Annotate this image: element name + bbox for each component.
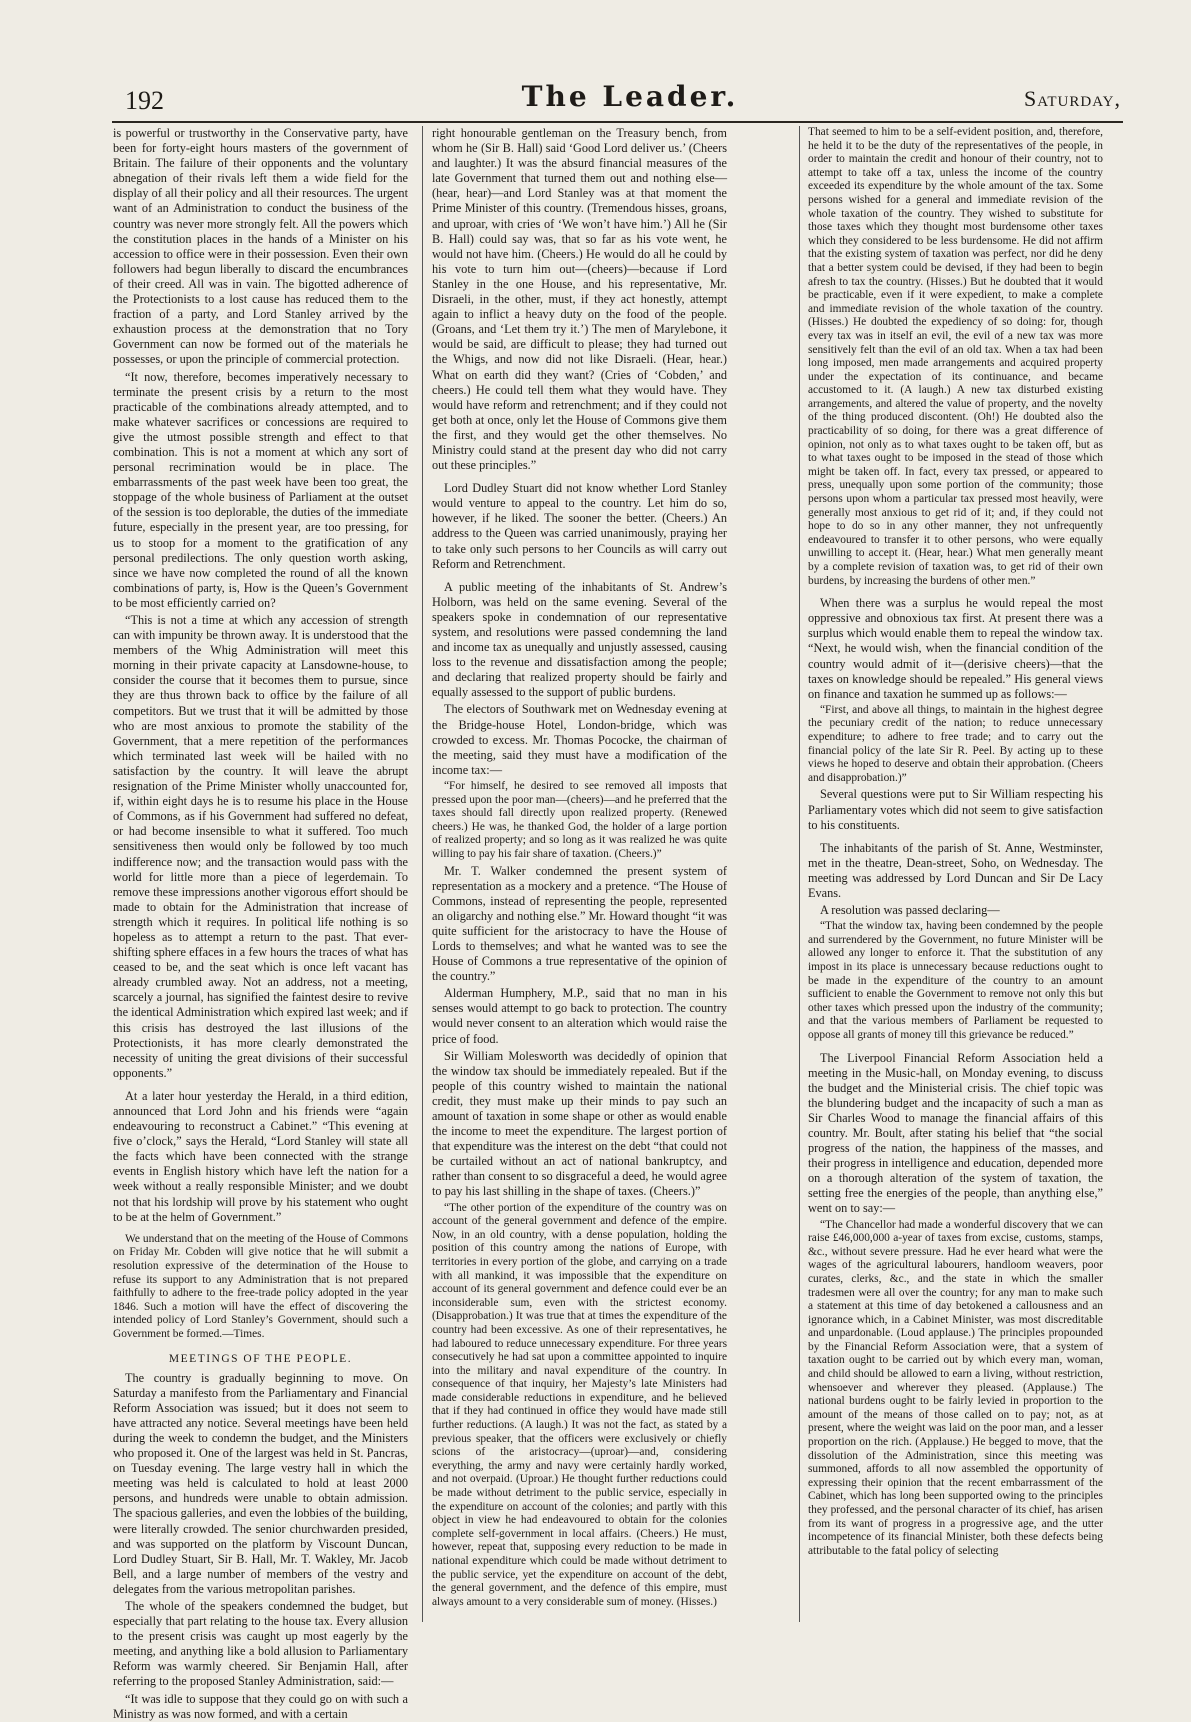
paragraph: is powerful or trustworthy in the Conservative party, have been for forty-eight hours masters of the government of Britain. The failure of their opponents and the voluntary abnegation of their rivals left them a wide field for the display of all their policy and all their resources. The urgent want of an Administration to conduct the business of the country was never more strongly felt. All the powers which the constitution places in the hands of a Minister on his accession to office were in their possession. Even their own followers had begun liberally to discard the encumbrances of their creed. All was in vain. The bigotted adherence of the Protectionists to a lost cause has reduced them to the fraction of a party, and Lord Stanley arrived by the exhaustion process at the demonstration that no Tory Government can now be formed out of the materials he possesses, or upon the principle of commercial protection.: [113, 126, 408, 367]
paragraph: Mr. T. Walker condemned the present system of representation as a mockery and a pretence. “The House of Commons, instead of representing the people, represented an oligarchy and nothing else.” Mr. Howard thought “it was quite sufficient for the aristocracy to have the House of Lords to themselves; and what he wanted was to see the House of Commons a true representative of the opinion of the country.”: [432, 863, 727, 984]
page-number: 192: [125, 86, 164, 115]
paragraph: Several questions were put to Sir William respecting his Parliamentary votes which did not seem to give satisfaction to his constituents.: [808, 787, 1103, 832]
paragraph: “This is not a time at which any accession of strength can with impunity be thrown away. It is understood that the members of the Whig Administration will meet this morning in their private capacity at Lansdowne-house, to consider the course that it becomes them to pursue, since they are thus thrown back to office by the failure of all competitors. But we trust that it will be admitted by those who are most anxious to promote the stability of the Government, that a mere repetition of the performances which terminated last week will be hailed with no satisfaction by the country. It will leave the abrupt resignation of the Prime Minister wholly unaccounted for, if, within eight days he is to resume his place in the House of Commons, as if his Government had suffered no defeat, or had become insensible to what it suffered. Too much sensitiveness then would only be followed by too much indifference now; and the transaction would pass with the world for little more than a piece of legerdemain. To remove these impressions another vigorous effort should be made to obtain for the Administration that increase of strength which it requires. In political life nothing is so hopeless as to attempt a return to the past. That ever-shifting sphere effaces in a few hours the traces of what has ceased to be, and the seat which is once left vacant has already crumbled away. Not an address, not a meeting, scarcely a journal, has signified the faintest desire to revive the identical Administration which expired last week; and if this crisis has destroyed the last illusions of the Protectionists, it has more clearly demonstrated the necessity of uniting the great divisions of their successful opponents.”: [113, 613, 408, 1080]
masthead: The Leader.: [521, 80, 739, 113]
paragraph: Alderman Humphery, M.P., said that no man in his senses would attempt to go back to protection. The country would never consent to an alteration which would raise the price of food.: [432, 986, 727, 1046]
paragraph: “For himself, he desired to see removed all imposts that pressed upon the poor man—(cheers)—and he preferred that the taxes should fall directly upon realized property. (Renewed cheers.) He was, he thanked God, the holder of a large portion of realized property; and so long as it was realized he was quite willing to pay his fair share of taxation. (Cheers.)”: [432, 779, 727, 860]
paragraph: “First, and above all things, to maintain in the highest degree the pecuniary credit of the nation; to reduce unnecessary expenditure; to adhere to free trade; and to carry out the financial policy of the late Sir R. Peel. By acting up to these views he hoped to deserve and obtain their approbation. (Cheers and disapprobation.)”: [808, 703, 1103, 784]
paragraph: The inhabitants of the parish of St. Anne, Westminster, met in the theatre, Dean-street, Soho, on Wednesday. The meeting was addressed by Lord Duncan and Sir De Lacy Evans.: [808, 840, 1103, 900]
paragraph: Lord Dudley Stuart did not know whether Lord Stanley would venture to appeal to the country. Let him do so, however, if he liked. The sooner the better. (Cheers.) An address to the Queen was carried unanimously, praying her to take only such persons to her Councils as will carry out Reform and Retrenchment.: [432, 481, 727, 571]
paragraph: “It was idle to suppose that they could go on with such a Ministry as was now formed, and with a certain: [113, 1691, 408, 1721]
paragraph: A public meeting of the inhabitants of St. Andrew’s Holborn, was held on the same evening. Several of the speakers spoke in condemnation of our representative system, and resolutions were passed condemning the land and income tax as unequally and unjustly assessed, causing loss to the revenue and dissatisfaction among the people; and declaring that realized property should be fairly and equally assessed to the support of public burdens.: [432, 579, 727, 700]
paragraph: That seemed to him to be a self-evident position, and, therefore, he held it to be the duty of the representatives of the people, in order to maintain the credit and honour of their country, not to attempt to take off a tax, unless the income of the country exceeded its expenditure by the whole amount of the tax. Some persons wished for a general and immediate revision of the whole taxation of the country. They wished to substitute for those taxes which they thought most burdensome other taxes which they considered to be less burdensome. He did not affirm that the existing system of taxation was perfect, nor did he deny that a better system could be devised, if they had been to begin afresh to tax the country. (Hisses.) But he doubted that it would be practicable, even if it were expedient, to make a complete and immediate revision of the whole taxation of the country. (Hisses.) He doubted the expediency of so doing: for, though every tax was in itself an evil, the evil of a new tax was more sensitively felt than the evil of an old tax. When a tax had been long imposed, men made arrangements and acquired property under the expectation of its continuance, and became accustomed to it. (A laugh.) A new tax disturbed existing arrangements, and altered the value of property, and the novelty of the thing produced discontent. (Oh!) He doubted also the practicability of so doing, for there was a great difference of opinion, not only as to what taxes ought to be taken off, but as to what taxes ought to be imposed in the stead of those which might be taken off. In fact, every tax pressed, or appeared to press, unequally upon some portion of the community; those persons upon whom a particular tax pressed most heavily, were generally most anxious to get rid of it; and, if they could not hope to do so in any other manner, they not unfrequently endeavoured to transfer it to other persons, who were equally unwilling to accept it. (Hear, hear.) What men generally meant by a complete revision of taxation was, to get rid of their own burdens, by increasing the burdens of other men.”: [808, 126, 1103, 587]
column-3: [808, 126, 1103, 1622]
paragraph: At a later hour yesterday the Herald, in a third edition, announced that Lord John and his friends were “again endeavouring to reconstruct a Cabinet.” “This evening at five o’clock,” says the Herald, “Lord Stanley will state all the facts which have been connected with the strange events in English history which have left the nation for a week without a really responsible Minister; and we doubt not that his lordship will prove by his statement who ought to be at the helm of Government.”: [113, 1088, 408, 1224]
paragraph: “That the window tax, having been condemned by the people and surrendered by the Government, no future Minister will be allowed any longer to enforce it. That the substitution of any impost in its place is unnecessary because reductions ought to be made in the expenditure of the country to an amount sufficient to enable the Government to remove not only this but other taxes which pressed upon the industry of the community; and that the various members of Parliament be requested to oppose all grants of money till this grievance be reduced.”: [808, 920, 1103, 1041]
paragraph: “The Chancellor had made a wonderful discovery that we can raise £46,000,000 a-year of taxes from excise, customs, stamps, &c., without severe pressure. Had he ever heard what were the wages of the agricultural labourers, handloom weavers, poor curates, clerks, &c., and the state in which the smaller tradesmen were all over the country; for any man to make such a statement at this time of day betokened a callousness and an ignorance which, in a Cabinet Minister, was most discreditable and unpardonable. (Loud applause.) The principles propounded by the Financial Reform Association were, that a system of taxation ought to be carried out by which every man, woman, and child should be allowed to earn a living, without restriction, whensoever and wherever they pleased. (Applause.) The national burdens ought to be fairly levied in proportion to the amount of the means of those called on to pay; not, as at present, where the weight was laid on the poor man, and a lesser proportion on the rich. (Applause.) He begged to move, that the dissolution of the Administration, since this meeting was summoned, affords to all now assembled the opportunity of expressing their opinion that the recent embarrassment of the Cabinet, which has long been supported owing to the principles they professed, and the personal character of its chief, has arisen from its want of progress in a progressive age, and the utter incompetence of its financial Minister, both these defects being attributable to the fatal policy of selecting: [808, 1218, 1103, 1557]
column-1: [113, 126, 408, 1721]
paragraph: Sir William Molesworth was decidedly of opinion that the window tax should be immediately repealed. But if the people of this country wished to maintain the national credit, they must make up their minds to pay such an amount of taxation in some shape or other as would enable the income to meet the expenditure. The largest portion of that expenditure was the interest on the debt “that could not be curtailed without an act of national bankruptcy, and rather than consent to so disgraceful a deed, he would agree to pay his last shilling in the shape of taxes. (Cheers.)”: [432, 1048, 727, 1199]
paragraph: A resolution was passed declaring—: [820, 903, 1000, 918]
column-2: [432, 126, 727, 1622]
paragraph: “The other portion of the expenditure of the country was on account of the general government and defence of the empire. Now, in an old country, with a dense population, holding the position of this country among the nations of Europe, with territories in every portion of the globe, and carrying on a trade with all mankind, it was impossible that the expenditure on account of its general government and defence could ever be an inconsiderable sum, even with the strictest economy. (Disapprobation.) It was true that at times the expenditure of the country had been excessive. As one of their representatives, he had laboured to reduce unnecessary expenditure. For three years consecutively he had sat upon a committee appointed to inquire into the military and naval expenditure of the country. In consequence of that inquiry, her Majesty’s late Ministers had made considerable reductions in expenditure, and he believed that if they had continued in office they would have made still further reductions. (A laugh.) It was not the fact, as stated by a previous speaker, that the officers were exclusively or chiefly scions of the aristocracy—(uproar)—and, considering everything, the army and navy were certainly hardly worked, and not overpaid. (Uproar.) He thought further reductions could be made without detriment to the public service, especially in the expenditure on account of the colonies; and partly with this object in view he had endeavoured to obtain for the colonies complete self-government in local affairs. (Cheers.) He must, however, repeat that, supposing every reduction to be made in national expenditure which could be made without detriment to the public service, yet the expenditure on account of the debt, the general government, and the defence of this empire, must always amount to a very considerable sum of money. (Hisses.): [432, 1201, 727, 1608]
column-rule: [799, 126, 800, 1622]
column-rule: [422, 126, 423, 1622]
paragraph: When there was a surplus he would repeal the most oppressive and obnoxious tax first. At present there was a surplus which would enable them to repeal the window tax. “Next, he would wish, when the financial condition of the country would admit of it—(derisive cheers)—that the taxes on knowledge should be repealed.” His general views on finance and taxation he summed up as follows:—: [808, 596, 1103, 701]
paragraph: The Liverpool Financial Reform Association held a meeting in the Music-hall, on Monday evening, to discuss the budget and the Ministerial crisis. The chief topic was the blundering budget and the incapacity of such a man as Sir Charles Wood to manage the financial affairs of this country. Mr. Boult, after stating his belief that “the social progress of the nation, the happiness of the masses, and their progress in intelligence and education, depended more on a thorough alteration of the system of taxation, the setting free the energies of the people, than anything else,” went on to say:—: [808, 1050, 1103, 1216]
paragraph: right honourable gentleman on the Treasury bench, from whom he (Sir B. Hall) said ‘Good Lord deliver us.’ (Cheers and laughter.) It was the absurd financial measures of the late Government that turned them out and nothing else—(hear, hear)—and Lord Stanley was at that moment the Prime Minister of this country. (Tremendous hisses, groans, and uproar, with cries of ‘We won’t have him.’) All he (Sir B. Hall) could say was, that so far as his vote went, he would not have him. (Cheers.) He would do all he could by his vote to turn him out—(cheers)—because if Lord Stanley in the one House, and his representative, Mr. Disraeli, in the other, must, if they act honestly, attempt again to inflict a heavy duty on the food of the people. (Groans, and ‘Let them try it.’) The men of Marylebone, it would be said, are difficult to please; they had turned out the Whigs, and now did not like Disraeli. (Hear, hear.) What on earth did they want? (Cries of ‘Cobden,’ and cheers.) He could tell them what they would have. They would have reform and retrenchment; and if they could not get both at once, only let the House of Commons give them the first, and they would get the other themselves. No Ministry could stand at the present day who did not carry out these principles.”: [432, 126, 727, 473]
paragraph: The whole of the speakers condemned the budget, but especially that part relating to the house tax. Every allusion to the present crisis was caught up most eagerly by the meeting, and anything like a bold allusion to Parliamentary Reform was warmly cheered. Sir Benjamin Hall, after referring to the proposed Stanley Administration, said:—: [113, 1599, 408, 1689]
paragraph: “It now, therefore, becomes imperatively necessary to terminate the present crisis by a return to the most practicable of the combinations already attempted, and to make whatever sacrifices or concessions are required to give the utmost possible strength and effect to that combination. This is not a moment at which any sort of personal recrimination would be in place. The embarrassments of the past week have been too great, the stoppage of the whole business of Parliament at the outset of the session is too deplorable, the duties of the immediate future, especially in the present year, are too pressing, for us to stoop for a moment to the gratification of any personal predilections. The only question worth asking, since we have now completed the round of all the known combinations of party, is, How is the Queen’s Government to be most efficiently carried on?: [113, 369, 408, 610]
paragraph: We understand that on the meeting of the House of Commons on Friday Mr. Cobden will give notice that he will submit a resolution expressive of the determination of the House to refuse its support to any Administration that is not prepared faithfully to adhere to the free-trade policy adopted in the year 1846. Such a motion will have the effect of discovering the intended policy of Lord Stanley’s Government, should such a Government be formed.—Times.: [113, 1232, 408, 1340]
header-rule: [112, 121, 1123, 123]
section-heading: MEETINGS OF THE PEOPLE.: [168, 1352, 353, 1365]
day-label: Saturday,: [1023, 86, 1121, 111]
paragraph: The country is gradually beginning to move. On Saturday a manifesto from the Parliamentary and Financial Reform Association was issued; but it does not seem to have attracted any notice. Several meetings have been held during the week to condemn the budget, and the Ministers who proposed it. One of the largest was held in St. Pancras, on Tuesday evening. The large vestry hall in which the meeting was held is calculated to hold at least 2000 persons, and hundreds were unable to obtain admission. The spacious galleries, and even the lobbies of the building, were literally crowded. The senior churchwarden presided, and was supported on the platform by Viscount Duncan, Lord Dudley Stuart, Sir B. Hall, Mr. T. Wakley, Mr. Jacob Bell, and a large number of members of the vestry and delegates from the various metropolitan parishes.: [113, 1370, 408, 1596]
paragraph: The electors of Southwark met on Wednesday evening at the Bridge-house Hotel, London-bridge, which was crowded to excess. Mr. Thomas Pococke, the chairman of the meeting, said they must have a modification of the income tax:—: [432, 702, 727, 777]
